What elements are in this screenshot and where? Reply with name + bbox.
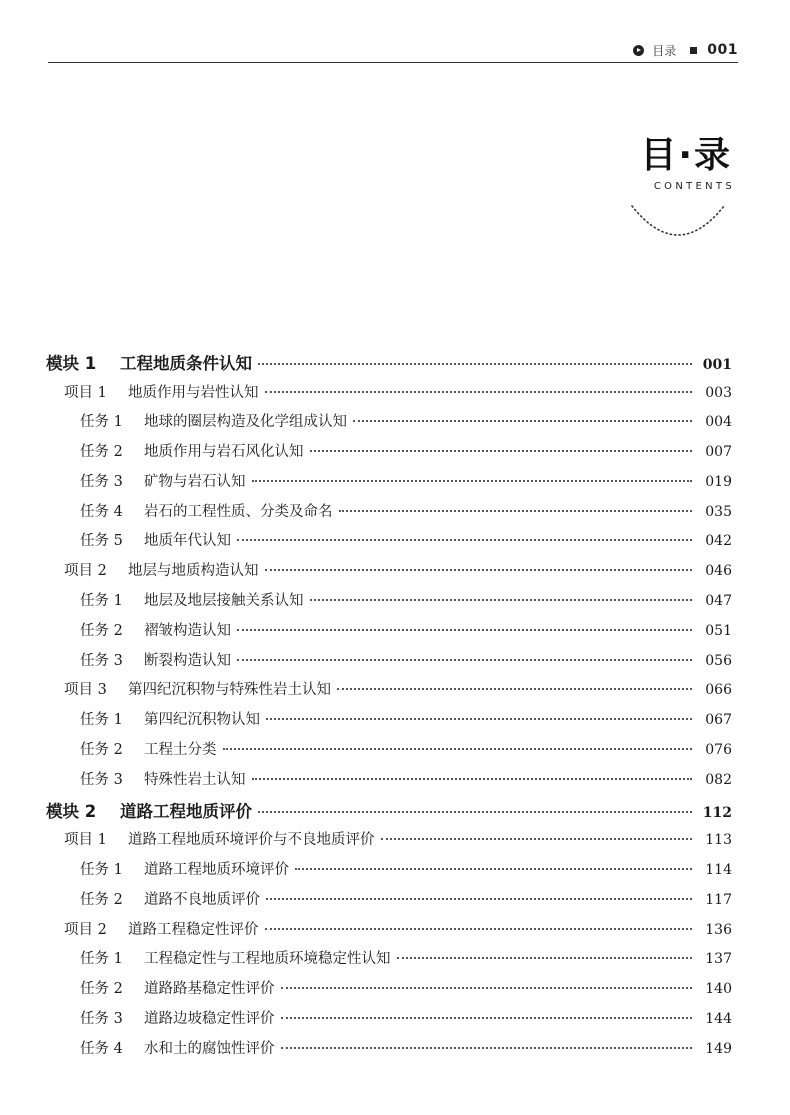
dot-leader [337, 688, 692, 690]
dotted-arc-ornament [628, 204, 728, 240]
toc-entry-page: 042 [705, 533, 732, 550]
toc-entry-label [80, 1007, 275, 1028]
toc-entry-number: 任务 4 [80, 1040, 123, 1057]
toc-entry-task[interactable] [46, 619, 732, 649]
table-of-contents [46, 350, 732, 1067]
toc-entry-page: 140 [705, 981, 732, 998]
dot-leader [281, 1017, 693, 1019]
dot-leader [252, 480, 693, 482]
toc-entry-label [80, 888, 260, 909]
toc-entry-title: 第四纪沉积物认知 [144, 712, 260, 729]
contents-title-block [622, 134, 735, 192]
toc-entry-number: 任务 3 [80, 1010, 123, 1027]
toc-entry-page: 137 [705, 951, 732, 968]
toc-entry-number: 项目 2 [64, 563, 107, 580]
dot-leader [237, 629, 692, 631]
dot-leader [310, 450, 693, 452]
arrow-circle-icon [633, 45, 644, 56]
toc-entry-number: 模块 2 [46, 801, 97, 821]
toc-entry-page: 076 [705, 742, 732, 759]
toc-entry-number: 项目 1 [64, 384, 107, 401]
dot-leader [310, 599, 693, 601]
dot-leader [237, 539, 692, 541]
dot-leader [281, 987, 693, 989]
toc-entry-number: 项目 2 [64, 921, 107, 938]
dot-leader [265, 569, 693, 571]
toc-entry-task[interactable] [46, 708, 732, 738]
toc-entry-number: 任务 2 [80, 981, 123, 998]
toc-entry-number: 任务 1 [80, 951, 123, 968]
toc-entry-title: 道路工程稳定性评价 [128, 921, 259, 938]
dot-leader [265, 928, 693, 930]
toc-entry-title: 岩石的工程性质、分类及命名 [144, 503, 333, 520]
toc-entry-title: 道路不良地质评价 [144, 891, 260, 908]
toc-entry-page: 046 [705, 563, 732, 580]
toc-entry-project[interactable] [46, 381, 732, 411]
toc-entry-title: 地层及地层接触关系认知 [144, 593, 304, 610]
toc-entry-label [64, 918, 259, 939]
toc-entry-label [80, 410, 347, 431]
toc-entry-number: 任务 2 [80, 444, 123, 461]
toc-entry-label [80, 738, 217, 759]
toc-entry-number: 任务 3 [80, 473, 123, 490]
toc-entry-title: 褶皱构造认知 [144, 622, 231, 639]
toc-entry-title: 地层与地质构造认知 [128, 563, 259, 580]
toc-entry-page: 051 [705, 622, 732, 639]
toc-entry-label [46, 798, 252, 822]
toc-entry-page: 019 [705, 473, 732, 490]
toc-entry-label [64, 381, 259, 402]
page-title: 目·录 [640, 135, 732, 176]
toc-entry-label [80, 768, 246, 789]
toc-entry-title: 地质作用与岩性认知 [128, 384, 259, 401]
toc-entry-title: 道路路基稳定性评价 [144, 981, 275, 998]
toc-entry-task[interactable] [46, 1007, 732, 1037]
dot-leader [265, 391, 693, 393]
dot-leader [295, 868, 692, 870]
toc-entry-project[interactable] [46, 918, 732, 948]
toc-entry-number: 模块 1 [46, 354, 97, 373]
toc-entry-page: 035 [705, 503, 732, 520]
toc-entry-task[interactable] [46, 440, 732, 470]
toc-entry-title: 断裂构造认知 [144, 652, 231, 669]
toc-entry-task[interactable] [46, 589, 732, 619]
toc-entry-page: 001 [702, 357, 732, 373]
toc-entry-task[interactable] [46, 410, 732, 440]
running-header [48, 38, 738, 63]
dot-leader [281, 1047, 693, 1049]
toc-entry-page: 112 [702, 804, 732, 821]
toc-entry-task[interactable] [46, 1037, 732, 1067]
toc-entry-project[interactable] [46, 828, 732, 858]
toc-entry-label [80, 500, 333, 521]
toc-entry-label [80, 858, 289, 879]
toc-entry-page: 067 [705, 712, 732, 729]
toc-entry-page: 003 [705, 384, 732, 401]
toc-entry-title: 地质年代认知 [144, 533, 231, 550]
toc-entry-task[interactable] [46, 649, 732, 679]
toc-entry-title: 工程稳定性与工程地质环境稳定性认知 [144, 951, 391, 968]
toc-entry-number: 任务 5 [80, 533, 123, 550]
toc-entry-title: 地球的圈层构造及化学组成认知 [144, 414, 347, 431]
toc-entry-number: 任务 2 [80, 891, 123, 908]
toc-entry-module[interactable] [46, 350, 732, 381]
toc-entry-title: 道路工程地质评价 [120, 801, 252, 821]
toc-entry-label [80, 649, 231, 670]
toc-entry-number: 任务 1 [80, 861, 123, 878]
toc-entry-page: 149 [705, 1040, 732, 1057]
dot-leader [266, 718, 692, 720]
toc-entry-number: 任务 1 [80, 593, 123, 610]
toc-entry-title: 道路边坡稳定性评价 [144, 1010, 275, 1027]
toc-entry-page: 047 [705, 593, 732, 610]
page-subtitle: CONTENTS [653, 181, 735, 192]
toc-entry-task[interactable] [46, 470, 732, 500]
toc-entry-label [80, 708, 260, 729]
dot-leader [258, 811, 692, 813]
toc-entry-label [46, 350, 252, 374]
toc-entry-page: 056 [705, 652, 732, 669]
header-section-label: 目录 [652, 43, 677, 58]
dot-leader [258, 363, 692, 365]
dot-leader [381, 838, 693, 840]
toc-entry-module[interactable] [46, 798, 732, 829]
toc-entry-title: 特殊性岩土认知 [144, 771, 246, 788]
toc-entry-number: 任务 4 [80, 503, 123, 520]
toc-entry-label [64, 678, 331, 699]
toc-entry-number: 项目 1 [64, 832, 107, 849]
square-bullet-icon [690, 47, 697, 54]
toc-entry-title: 道路工程地质环境评价与不良地质评价 [128, 832, 375, 849]
toc-entry-task[interactable] [46, 888, 732, 918]
toc-entry-number: 任务 2 [80, 622, 123, 639]
dot-leader [353, 420, 692, 422]
toc-entry-title: 工程地质条件认知 [120, 354, 252, 373]
toc-entry-label [80, 1037, 275, 1058]
toc-entry-page: 082 [705, 771, 732, 788]
header-page-number: 001 [707, 42, 738, 58]
toc-entry-task[interactable] [46, 738, 732, 768]
toc-entry-number: 任务 3 [80, 652, 123, 669]
toc-entry-page: 144 [705, 1010, 732, 1027]
toc-entry-project[interactable] [46, 678, 732, 708]
toc-entry-label [80, 619, 231, 640]
dot-leader [397, 957, 693, 959]
toc-entry-task[interactable] [46, 529, 732, 559]
toc-entry-number: 任务 2 [80, 742, 123, 759]
toc-entry-title: 地质作用与岩石风化认知 [144, 444, 304, 461]
dot-leader [237, 659, 692, 661]
dot-leader [266, 898, 692, 900]
toc-entry-title: 工程土分类 [144, 742, 217, 759]
toc-entry-label [80, 977, 275, 998]
toc-entry-task[interactable] [46, 947, 732, 977]
toc-entry-label [64, 828, 375, 849]
toc-entry-title: 水和土的腐蚀性评价 [144, 1040, 275, 1057]
toc-entry-page: 136 [705, 921, 732, 938]
toc-entry-label [80, 470, 246, 491]
toc-entry-task[interactable] [46, 977, 732, 1007]
toc-entry-title: 道路工程地质环境评价 [144, 861, 289, 878]
toc-entry-project[interactable] [46, 559, 732, 589]
toc-entry-number: 任务 1 [80, 712, 123, 729]
dot-leader [252, 778, 693, 780]
toc-entry-title: 第四纪沉积物与特殊性岩土认知 [128, 682, 331, 699]
toc-entry-label [80, 589, 304, 610]
toc-entry-title: 矿物与岩石认知 [144, 473, 246, 490]
toc-entry-task[interactable] [46, 858, 732, 888]
toc-entry-page: 007 [705, 444, 732, 461]
toc-entry-label [80, 440, 304, 461]
toc-entry-number: 任务 3 [80, 771, 123, 788]
dot-leader [223, 748, 693, 750]
toc-entry-page: 066 [705, 682, 732, 699]
toc-entry-page: 004 [705, 414, 732, 431]
toc-entry-page: 113 [705, 832, 732, 849]
toc-entry-number: 任务 1 [80, 414, 123, 431]
toc-entry-label [80, 529, 231, 550]
toc-entry-label [64, 559, 259, 580]
toc-entry-number: 项目 3 [64, 682, 107, 699]
dot-leader [339, 510, 693, 512]
toc-entry-task[interactable] [46, 768, 732, 798]
toc-entry-task[interactable] [46, 500, 732, 530]
toc-entry-page: 117 [705, 891, 732, 908]
toc-entry-label [80, 947, 391, 968]
toc-entry-page: 114 [705, 861, 732, 878]
